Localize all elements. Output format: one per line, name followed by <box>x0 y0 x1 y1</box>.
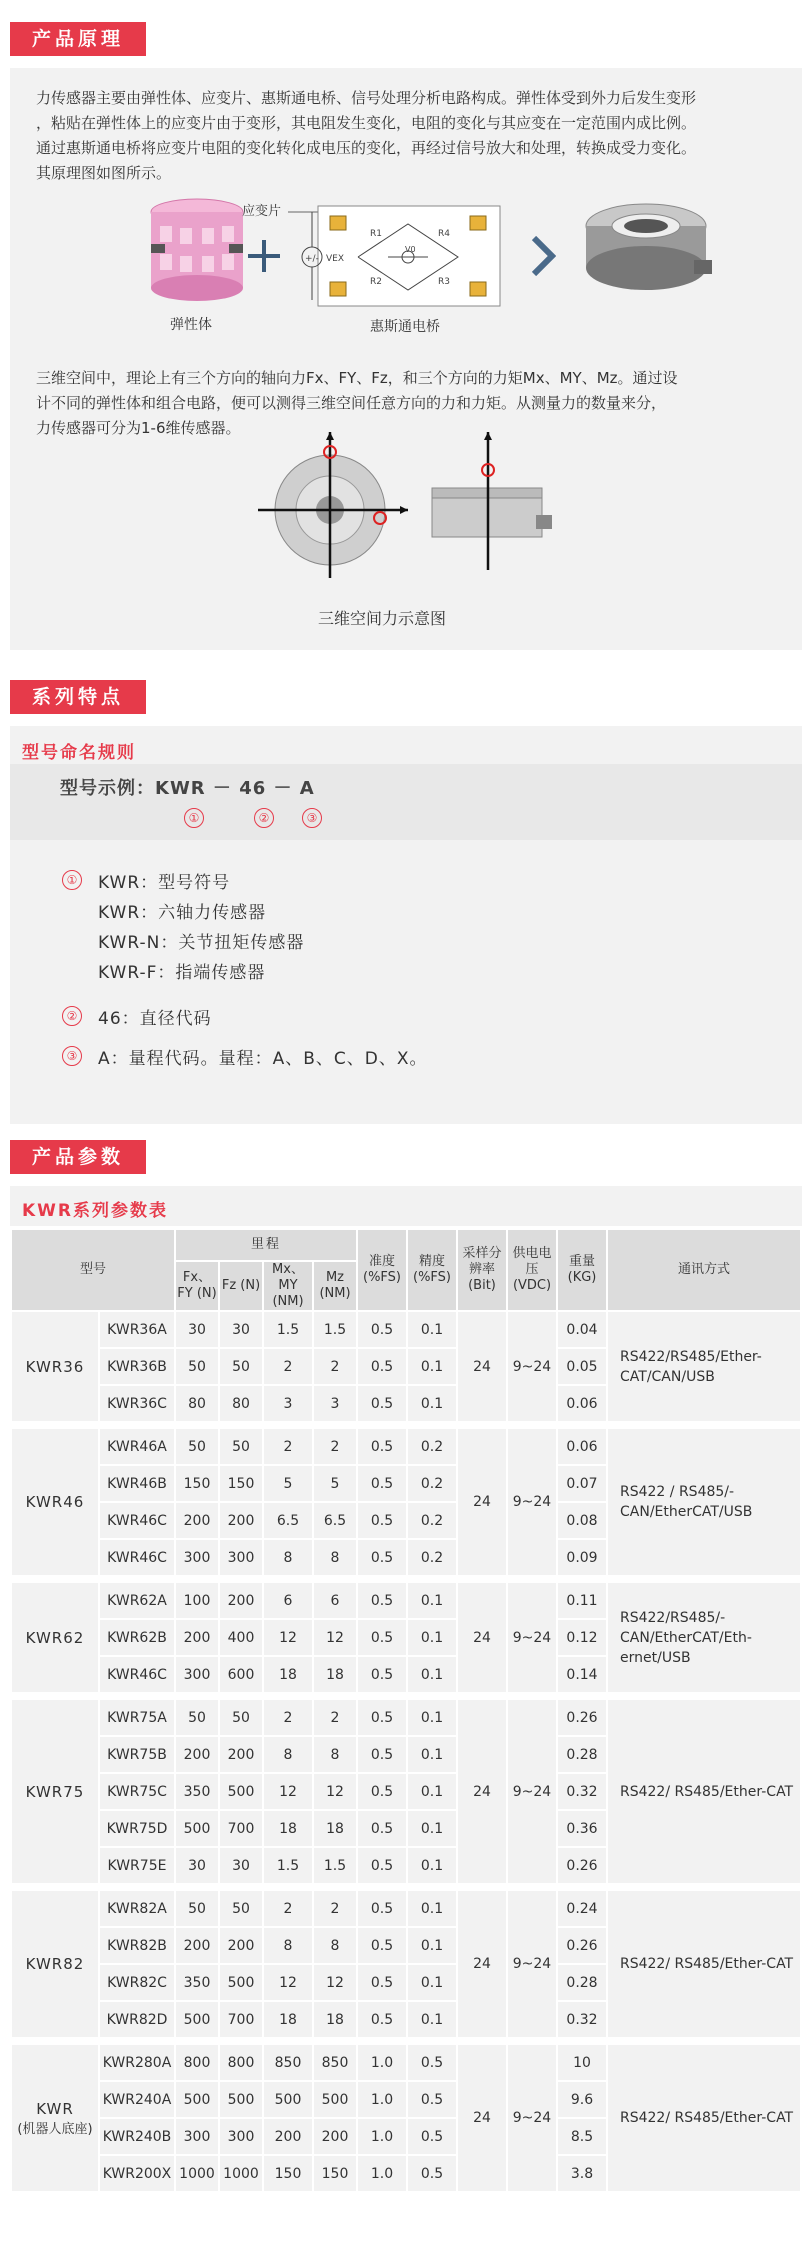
power-cell: 9~24 <box>508 1429 556 1575</box>
wheatstone-bridge-label: 惠斯通电桥 <box>370 319 440 335</box>
accuracy-cell: 0.5 <box>358 1466 406 1501</box>
model-cell: KWR75B <box>100 1737 174 1772</box>
strain-gauge-label: 应变片 <box>242 204 282 219</box>
mz-cell: 6 <box>314 1583 356 1618</box>
fz-cell: 30 <box>220 1312 262 1347</box>
precision-cell: 0.5 <box>408 2082 456 2117</box>
fz-cell: 300 <box>220 1540 262 1575</box>
params-table <box>10 1228 802 2193</box>
group-name: KWR <box>36 2099 74 2118</box>
fxy-cell: 80 <box>176 1386 218 1421</box>
mxy-cell: 2 <box>264 1349 312 1384</box>
model-cell: KWR200X <box>100 2156 174 2191</box>
elastic-body-image <box>140 196 255 306</box>
model-cell: KWR240B <box>100 2119 174 2154</box>
model-cell: KWR82B <box>100 1928 174 1963</box>
table-row <box>12 1891 800 1926</box>
rule-marker-3: ③ <box>62 1046 82 1066</box>
model-cell: KWR280A <box>100 2045 174 2080</box>
sensor-top-view-axes-diagram <box>258 430 428 580</box>
accuracy-cell: 0.5 <box>358 1774 406 1809</box>
mxy-cell: 2 <box>264 1891 312 1926</box>
precision-cell: 0.1 <box>408 1965 456 2000</box>
svg-text:VEX: VEX <box>326 254 345 264</box>
accuracy-cell: 0.5 <box>358 1928 406 1963</box>
fz-cell: 500 <box>220 1965 262 2000</box>
accuracy-cell: 0.5 <box>358 1891 406 1926</box>
text-line: 三维空间中，理论上有三个方向的轴向力Fx、FY、Fz，和三个方向的力矩Mx、MY、Mz。通过设 <box>36 369 678 387</box>
weight-cell: 0.26 <box>558 1700 606 1735</box>
fz-cell: 50 <box>220 1700 262 1735</box>
text-line: 计不同的弹性体和组合电路，便可以测得三维空间任意方向的力和力矩。从测量力的数量来分， <box>36 394 667 412</box>
fxy-cell: 100 <box>176 1583 218 1618</box>
power-cell: 9~24 <box>508 1312 556 1421</box>
accuracy-cell: 1.0 <box>358 2082 406 2117</box>
th-accuracy: 准度 (%FS) <box>358 1230 406 1310</box>
text-line: ，粘贴在弹性体上的应变片由于变形，其电阻发生变化，电阻的变化与其应变在一定范围内成比例。 <box>36 114 697 132</box>
model-cell: KWR36A <box>100 1312 174 1347</box>
principle-paragraph-1 <box>36 86 696 186</box>
fz-cell: 50 <box>220 1891 262 1926</box>
group-spacer <box>12 1577 800 1581</box>
mz-cell: 2 <box>314 1349 356 1384</box>
elastic-body-label: 弹性体 <box>170 317 212 333</box>
mxy-cell: 150 <box>264 2156 312 2191</box>
fxy-cell: 500 <box>176 2082 218 2117</box>
group-name: KWR82 <box>25 1955 85 1973</box>
th-range: 里程 <box>176 1230 356 1260</box>
fz-cell: 300 <box>220 2119 262 2154</box>
th-fz: Fz (N) <box>220 1262 262 1310</box>
mxy-cell: 18 <box>264 1657 312 1692</box>
fz-cell: 500 <box>220 2082 262 2117</box>
rule-2: 46：直径代码 <box>98 1009 212 1029</box>
fxy-cell: 50 <box>176 1891 218 1926</box>
model-cell: KWR62B <box>100 1620 174 1655</box>
rule-marker-2: ② <box>62 1006 82 1026</box>
svg-text:V0: V0 <box>405 245 416 254</box>
precision-cell: 0.1 <box>408 1737 456 1772</box>
accuracy-cell: 0.5 <box>358 1811 406 1846</box>
text-line: 其原理图如图所示。 <box>36 164 172 182</box>
params-table-body <box>12 1312 800 2191</box>
power-cell: 9~24 <box>508 2045 556 2191</box>
fxy-cell: 1000 <box>176 2156 218 2191</box>
mz-cell: 500 <box>314 2082 356 2117</box>
table-row <box>12 1700 800 1735</box>
accuracy-cell: 0.5 <box>358 1700 406 1735</box>
th-mxy: Mx、MY (NM) <box>264 1262 312 1310</box>
model-cell: KWR36C <box>100 1386 174 1421</box>
mz-cell: 5 <box>314 1466 356 1501</box>
group-spacer <box>12 2039 800 2043</box>
fz-cell: 1000 <box>220 2156 262 2191</box>
mz-cell: 850 <box>314 2045 356 2080</box>
force-sensor-product-image <box>576 196 716 306</box>
fz-cell: 200 <box>220 1737 262 1772</box>
fxy-cell: 800 <box>176 2045 218 2080</box>
weight-cell: 0.05 <box>558 1349 606 1384</box>
mz-cell: 150 <box>314 2156 356 2191</box>
th-sampling: 采样分辨率(Bit) <box>458 1230 506 1310</box>
power-cell: 9~24 <box>508 1583 556 1692</box>
mz-cell: 2 <box>314 1891 356 1926</box>
mxy-cell: 18 <box>264 2002 312 2037</box>
accuracy-cell: 1.0 <box>358 2156 406 2191</box>
table-row <box>12 2045 800 2080</box>
precision-cell: 0.2 <box>408 1429 456 1464</box>
accuracy-cell: 0.5 <box>358 1620 406 1655</box>
accuracy-cell: 0.5 <box>358 1965 406 2000</box>
weight-cell: 0.14 <box>558 1657 606 1692</box>
model-cell: KWR46C <box>100 1503 174 1538</box>
weight-cell: 0.11 <box>558 1583 606 1618</box>
fz-cell: 800 <box>220 2045 262 2080</box>
mxy-cell: 2 <box>264 1700 312 1735</box>
accuracy-cell: 0.5 <box>358 1657 406 1692</box>
mz-cell: 2 <box>314 1700 356 1735</box>
fz-cell: 150 <box>220 1466 262 1501</box>
mz-cell: 3 <box>314 1386 356 1421</box>
th-mz: Mz (NM) <box>314 1262 356 1310</box>
svg-text:R2: R2 <box>370 277 382 287</box>
mxy-cell: 8 <box>264 1540 312 1575</box>
weight-cell: 10 <box>558 2045 606 2080</box>
svg-text:R4: R4 <box>438 229 450 239</box>
model-cell: KWR62A <box>100 1583 174 1618</box>
mz-cell: 2 <box>314 1429 356 1464</box>
precision-cell: 0.2 <box>408 1540 456 1575</box>
rule-1-line-3: KWR-N：关节扭矩传感器 <box>98 933 305 953</box>
group-name-cell <box>12 2045 98 2191</box>
fxy-cell: 300 <box>176 2119 218 2154</box>
mxy-cell: 1.5 <box>264 1848 312 1883</box>
fz-cell: 500 <box>220 1774 262 1809</box>
power-cell: 9~24 <box>508 1891 556 2037</box>
model-cell: KWR46A <box>100 1429 174 1464</box>
mz-cell: 12 <box>314 1620 356 1655</box>
accuracy-cell: 0.5 <box>358 1312 406 1347</box>
precision-cell: 0.1 <box>408 1657 456 1692</box>
accuracy-cell: 0.5 <box>358 1503 406 1538</box>
accuracy-cell: 0.5 <box>358 1737 406 1772</box>
text-line: 通过惠斯通电桥将应变片电阻的变化转化成电压的变化，再经过信号放大和处理，转换成受力变化。 <box>36 139 697 157</box>
precision-cell: 0.1 <box>408 2002 456 2037</box>
fz-cell: 400 <box>220 1620 262 1655</box>
section-tag-principle: 产品原理 <box>10 22 146 56</box>
fxy-cell: 50 <box>176 1429 218 1464</box>
group-spacer <box>12 1694 800 1698</box>
svg-text:R3: R3 <box>438 277 450 287</box>
mxy-cell: 5 <box>264 1466 312 1501</box>
mxy-cell: 3 <box>264 1386 312 1421</box>
mz-cell: 18 <box>314 1811 356 1846</box>
group-spacer <box>12 1885 800 1889</box>
group-name-cell <box>12 1891 98 2037</box>
mz-cell: 12 <box>314 1774 356 1809</box>
mz-cell: 1.5 <box>314 1312 356 1347</box>
svg-text:+/-: +/- <box>305 254 319 264</box>
mz-cell: 18 <box>314 1657 356 1692</box>
rule-marker-1: ① <box>62 870 82 890</box>
precision-cell: 0.1 <box>408 1774 456 1809</box>
weight-cell: 0.28 <box>558 1737 606 1772</box>
marker-2: ② <box>254 808 274 828</box>
fxy-cell: 150 <box>176 1466 218 1501</box>
precision-cell: 0.1 <box>408 1848 456 1883</box>
naming-rule-title: 型号命名规则 <box>22 743 136 763</box>
mz-cell: 6.5 <box>314 1503 356 1538</box>
fxy-cell: 500 <box>176 1811 218 1846</box>
accuracy-cell: 0.5 <box>358 1848 406 1883</box>
weight-cell: 0.36 <box>558 1811 606 1846</box>
fxy-cell: 350 <box>176 1774 218 1809</box>
mxy-cell: 850 <box>264 2045 312 2080</box>
rule-3: A：量程代码。量程：A、B、C、D、X。 <box>98 1049 428 1069</box>
accuracy-cell: 0.5 <box>358 1540 406 1575</box>
precision-cell: 0.5 <box>408 2156 456 2191</box>
th-power: 供电电压 (VDC) <box>508 1230 556 1310</box>
sampling-cell: 24 <box>458 1312 506 1421</box>
weight-cell: 0.06 <box>558 1429 606 1464</box>
marker-1: ① <box>184 808 204 828</box>
precision-cell: 0.1 <box>408 1620 456 1655</box>
th-weight: 重量 (KG) <box>558 1230 606 1310</box>
fxy-cell: 300 <box>176 1657 218 1692</box>
mxy-cell: 12 <box>264 1620 312 1655</box>
weight-cell: 0.26 <box>558 1848 606 1883</box>
model-cell: KWR82C <box>100 1965 174 2000</box>
text-line: 力传感器主要由弹性体、应变片、惠斯通电桥、信号处理分析电路构成。弹性体受到外力后发生变形 <box>36 89 697 107</box>
model-cell: KWR75A <box>100 1700 174 1735</box>
sampling-cell: 24 <box>458 1700 506 1883</box>
chevron-right-icon <box>530 236 556 276</box>
weight-cell: 0.32 <box>558 1774 606 1809</box>
fxy-cell: 30 <box>176 1848 218 1883</box>
weight-cell: 9.6 <box>558 2082 606 2117</box>
fxy-cell: 30 <box>176 1312 218 1347</box>
mxy-cell: 500 <box>264 2082 312 2117</box>
mz-cell: 8 <box>314 1540 356 1575</box>
sampling-cell: 24 <box>458 1583 506 1692</box>
power-cell: 9~24 <box>508 1700 556 1883</box>
mxy-cell: 2 <box>264 1429 312 1464</box>
mxy-cell: 1.5 <box>264 1312 312 1347</box>
comm-cell: RS422/RS485/Ether-CAT/CAN/USB <box>608 1312 800 1421</box>
table-row <box>12 1583 800 1618</box>
model-cell: KWR46C <box>100 1657 174 1692</box>
fz-cell: 700 <box>220 1811 262 1846</box>
group-name-cell <box>12 1312 98 1421</box>
marker-3: ③ <box>302 808 322 828</box>
group-name-cell <box>12 1429 98 1575</box>
group-name-cell <box>12 1583 98 1692</box>
weight-cell: 0.26 <box>558 1928 606 1963</box>
weight-cell: 0.07 <box>558 1466 606 1501</box>
mz-cell: 8 <box>314 1737 356 1772</box>
model-cell: KWR240A <box>100 2082 174 2117</box>
fxy-cell: 200 <box>176 1620 218 1655</box>
weight-cell: 0.32 <box>558 2002 606 2037</box>
model-cell: KWR46B <box>100 1466 174 1501</box>
model-cell: KWR75D <box>100 1811 174 1846</box>
sampling-cell: 24 <box>458 1429 506 1575</box>
3d-force-diagram-caption: 三维空间力示意图 <box>318 609 447 628</box>
precision-cell: 0.5 <box>408 2045 456 2080</box>
mxy-cell: 8 <box>264 1928 312 1963</box>
mz-cell: 12 <box>314 1965 356 2000</box>
fz-cell: 80 <box>220 1386 262 1421</box>
model-cell: KWR82A <box>100 1891 174 1926</box>
fz-cell: 50 <box>220 1429 262 1464</box>
fxy-cell: 350 <box>176 1965 218 2000</box>
fxy-cell: 200 <box>176 1737 218 1772</box>
fz-cell: 30 <box>220 1848 262 1883</box>
accuracy-cell: 0.5 <box>358 1583 406 1618</box>
weight-cell: 0.08 <box>558 1503 606 1538</box>
fz-cell: 50 <box>220 1349 262 1384</box>
fz-cell: 200 <box>220 1503 262 1538</box>
accuracy-cell: 1.0 <box>358 2119 406 2154</box>
section-tag-params: 产品参数 <box>10 1140 146 1174</box>
mxy-cell: 200 <box>264 2119 312 2154</box>
text-line: 力传感器可分为1-6维传感器。 <box>36 419 241 437</box>
precision-cell: 0.5 <box>408 2119 456 2154</box>
comm-cell: RS422/RS485/-CAN/EtherCAT/Eth-ernet/USB <box>608 1583 800 1692</box>
group-name: KWR46 <box>25 1493 85 1511</box>
fz-cell: 200 <box>220 1583 262 1618</box>
group-name-cell <box>12 1700 98 1883</box>
rule-1-line-1: KWR：型号符号 <box>98 873 231 893</box>
weight-cell: 0.24 <box>558 1891 606 1926</box>
fxy-cell: 50 <box>176 1349 218 1384</box>
accuracy-cell: 0.5 <box>358 1386 406 1421</box>
sampling-cell: 24 <box>458 1891 506 2037</box>
precision-cell: 0.1 <box>408 1312 456 1347</box>
precision-cell: 0.1 <box>408 1891 456 1926</box>
fz-cell: 600 <box>220 1657 262 1692</box>
fz-cell: 700 <box>220 2002 262 2037</box>
mxy-cell: 6 <box>264 1583 312 1618</box>
table-row <box>12 1429 800 1464</box>
th-model: 型号 <box>12 1230 174 1310</box>
accuracy-cell: 0.5 <box>358 1349 406 1384</box>
fz-cell: 200 <box>220 1928 262 1963</box>
params-table-title: KWR系列参数表 <box>22 1201 169 1221</box>
mxy-cell: 8 <box>264 1737 312 1772</box>
wheatstone-bridge-diagram <box>288 202 508 310</box>
svg-text:R1: R1 <box>370 229 382 239</box>
accuracy-cell: 1.0 <box>358 2045 406 2080</box>
weight-cell: 0.09 <box>558 1540 606 1575</box>
comm-cell: RS422 / RS485/-CAN/EtherCAT/USB <box>608 1429 800 1575</box>
model-cell: KWR46C <box>100 1540 174 1575</box>
mz-cell: 18 <box>314 2002 356 2037</box>
mxy-cell: 18 <box>264 1811 312 1846</box>
weight-cell: 0.28 <box>558 1965 606 2000</box>
rule-1-line-4: KWR-F：指端传感器 <box>98 963 266 983</box>
th-comm: 通讯方式 <box>608 1230 800 1310</box>
accuracy-cell: 0.5 <box>358 1429 406 1464</box>
weight-cell: 0.06 <box>558 1386 606 1421</box>
mz-cell: 1.5 <box>314 1848 356 1883</box>
comm-cell: RS422/ RS485/Ether-CAT <box>608 1700 800 1883</box>
section-tag-features: 系列特点 <box>10 680 146 714</box>
group-name: KWR36 <box>25 1357 85 1376</box>
precision-cell: 0.2 <box>408 1466 456 1501</box>
mz-cell: 200 <box>314 2119 356 2154</box>
weight-cell: 3.8 <box>558 2156 606 2191</box>
model-cell: KWR36B <box>100 1349 174 1384</box>
th-fxy: Fx、FY (N) <box>176 1262 218 1310</box>
comm-cell: RS422/ RS485/Ether-CAT <box>608 2045 800 2191</box>
group-spacer <box>12 1423 800 1427</box>
fxy-cell: 200 <box>176 1503 218 1538</box>
model-cell: KWR75E <box>100 1848 174 1883</box>
precision-cell: 0.1 <box>408 1811 456 1846</box>
model-cell: KWR75C <box>100 1774 174 1809</box>
weight-cell: 0.12 <box>558 1620 606 1655</box>
th-precision: 精度 (%FS) <box>408 1230 456 1310</box>
fxy-cell: 300 <box>176 1540 218 1575</box>
precision-cell: 0.1 <box>408 1928 456 1963</box>
precision-cell: 0.2 <box>408 1503 456 1538</box>
fxy-cell: 200 <box>176 1928 218 1963</box>
weight-cell: 8.5 <box>558 2119 606 2154</box>
fxy-cell: 50 <box>176 1700 218 1735</box>
fxy-cell: 500 <box>176 2002 218 2037</box>
mxy-cell: 12 <box>264 1774 312 1809</box>
sampling-cell: 24 <box>458 2045 506 2191</box>
mxy-cell: 6.5 <box>264 1503 312 1538</box>
model-example: 型号示例：KWR － 46 － A <box>60 778 315 799</box>
plus-icon <box>246 238 282 274</box>
precision-cell: 0.1 <box>408 1349 456 1384</box>
comm-cell: RS422/ RS485/Ether-CAT <box>608 1891 800 2037</box>
table-row <box>12 1312 800 1347</box>
model-cell: KWR82D <box>100 2002 174 2037</box>
accuracy-cell: 0.5 <box>358 2002 406 2037</box>
mz-cell: 8 <box>314 1928 356 1963</box>
precision-cell: 0.1 <box>408 1700 456 1735</box>
rule-1-line-2: KWR：六轴力传感器 <box>98 903 267 923</box>
sensor-side-view-axes-diagram <box>428 430 558 580</box>
group-name: KWR75 <box>25 1782 85 1801</box>
precision-cell: 0.1 <box>408 1583 456 1618</box>
weight-cell: 0.04 <box>558 1312 606 1347</box>
group-name-note: (机器人底座) <box>17 2121 93 2137</box>
mxy-cell: 12 <box>264 1965 312 2000</box>
group-name: KWR62 <box>25 1628 85 1647</box>
precision-cell: 0.1 <box>408 1386 456 1421</box>
